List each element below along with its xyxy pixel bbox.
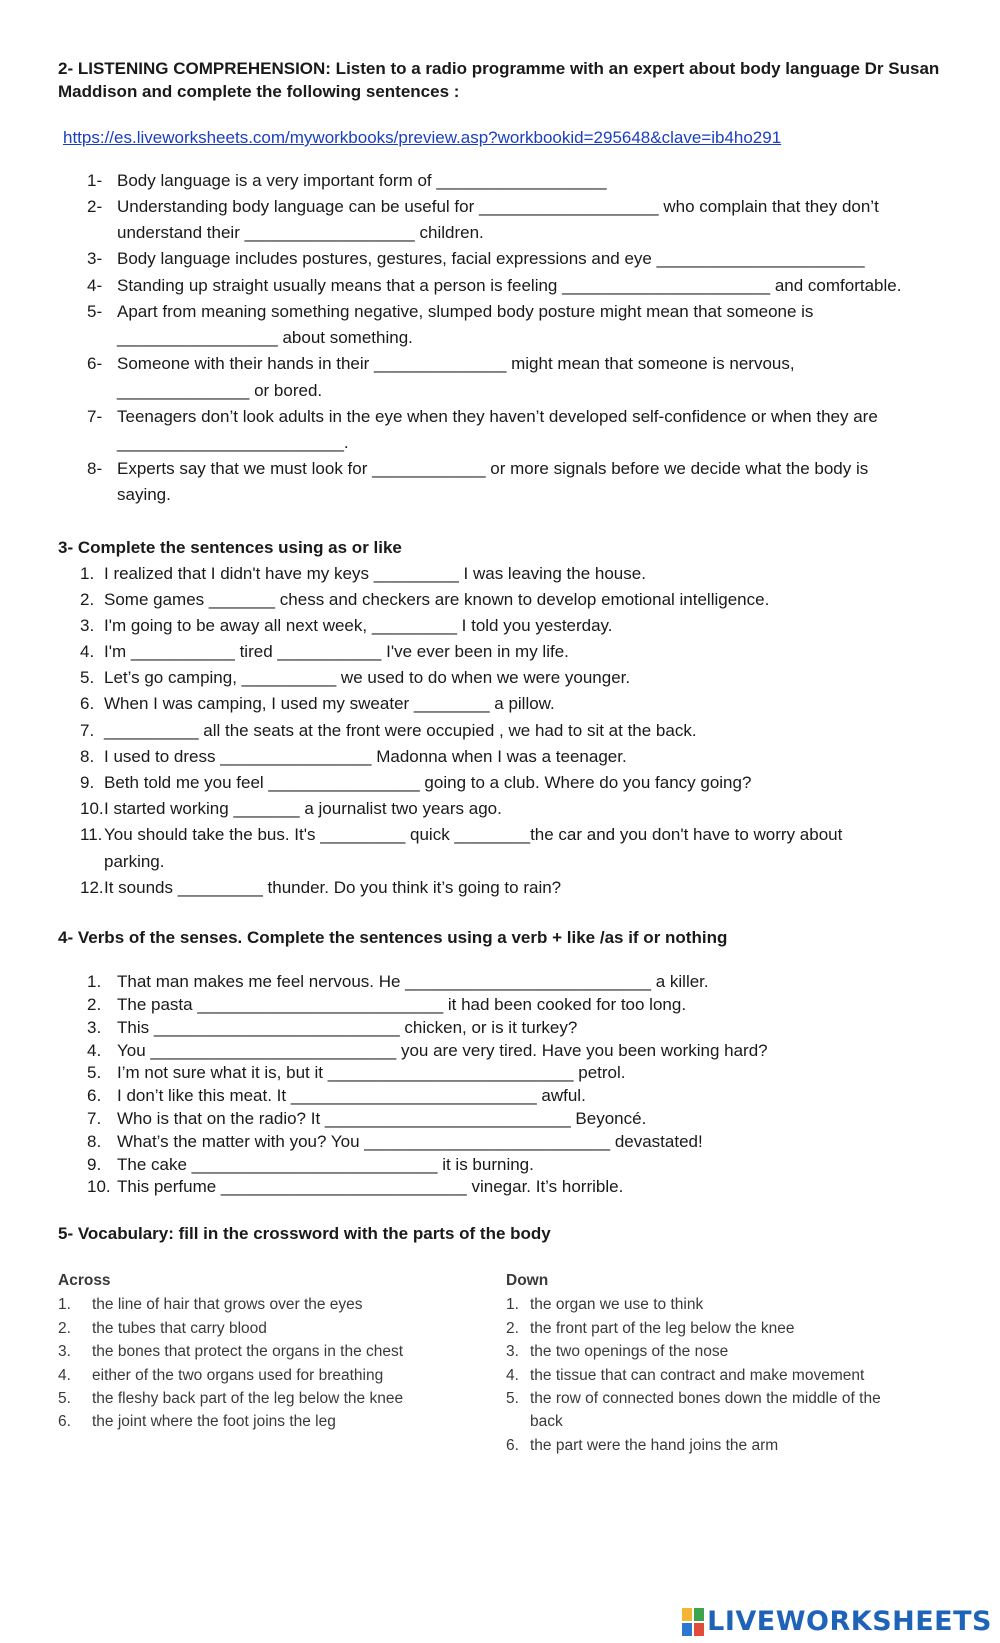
- listening-link[interactable]: https://es.liveworksheets.com/myworkbooks/preview.asp?workbookid=295648&clave=ib4ho291: [63, 128, 782, 147]
- list-item: 6. the joint where the foot joins the leg: [58, 1413, 336, 1430]
- list-item: 4. I'm ___________ tired ___________ I've ever been in my life.: [80, 642, 569, 661]
- list-item: 11. You should take the bus. It's _________ quick ________the car and you don't have to worry about: [80, 825, 843, 844]
- list-item-continuation: understand their __________________ children.: [117, 223, 484, 242]
- across-title: Across: [58, 1272, 111, 1289]
- list-item: 8. I used to dress ________________ Madonna when I was a teenager.: [80, 747, 627, 766]
- list-item: 5. Let’s go camping, __________ we used to do when we were younger.: [80, 668, 631, 687]
- list-item: 9. Beth told me you feel ________________ going to a club. Where do you fancy going?: [80, 773, 752, 792]
- list-item: 5. the row of connected bones down the middle of the: [506, 1390, 881, 1407]
- list-item: 3. This __________________________ chicken, or is it turkey?: [87, 1018, 578, 1037]
- list-item: 1. the line of hair that grows over the eyes: [58, 1296, 363, 1313]
- list-item: 6- Someone with their hands in their ______________ might mean that someone is nervous,: [87, 354, 795, 373]
- list-item: 2- Understanding body language can be useful for ___________________ who complain that they don’t: [87, 197, 879, 216]
- list-item: 9. The cake __________________________ it is burning.: [87, 1155, 534, 1174]
- down-title: Down: [506, 1272, 549, 1289]
- list-item-continuation: ________________________.: [117, 433, 349, 452]
- liveworksheets-logo-icon: [682, 1608, 704, 1636]
- list-item: 5. the fleshy back part of the leg below the knee: [58, 1390, 404, 1407]
- list-item: 4- Standing up straight usually means that a person is feeling ______________________ and comfortable.: [87, 276, 902, 295]
- list-item: 6. the part were the hand joins the arm: [506, 1437, 779, 1454]
- list-item: 8- Experts say that we must look for ____________ or more signals before we decide what the body is: [87, 459, 869, 478]
- list-item: 3. the two openings of the nose: [506, 1343, 729, 1360]
- list-item-continuation: ______________ or bored.: [117, 381, 323, 400]
- list-item: 7- Teenagers don’t look adults in the eye when they haven’t developed self-confidence or when they are: [87, 407, 878, 426]
- list-item: 2. the tubes that carry blood: [58, 1320, 267, 1337]
- list-item: 5. I’m not sure what it is, but it __________________________ petrol.: [87, 1063, 626, 1082]
- section5-heading: 5- Vocabulary: fill in the crossword with the parts of the body: [58, 1224, 551, 1243]
- list-item: 2. the front part of the leg below the knee: [506, 1320, 795, 1337]
- section3-heading: 3- Complete the sentences using as or like: [58, 538, 402, 557]
- list-item: 3- Body language includes postures, gestures, facial expressions and eye ______________________: [87, 249, 865, 268]
- list-item-continuation: saying.: [117, 485, 171, 504]
- section2-heading-line2: Maddison and complete the following sentences :: [58, 82, 460, 101]
- list-item: 12. It sounds _________ thunder. Do you think it’s going to rain?: [80, 878, 562, 897]
- list-item: 2. Some games _______ chess and checkers are known to develop emotional intelligence.: [80, 590, 770, 609]
- liveworksheets-logo: [682, 1606, 992, 1637]
- list-item: 7. Who is that on the radio? It __________________________ Beyoncé.: [87, 1109, 647, 1128]
- section4-heading: 4- Verbs of the senses. Complete the sentences using a verb + like /as if or nothing: [58, 928, 728, 947]
- list-item: 4. either of the two organs used for breathing: [58, 1367, 384, 1384]
- section2-heading-line1: 2- LISTENING COMPREHENSION: Listen to a radio programme with an expert about body language Dr Susan: [58, 59, 940, 78]
- list-item: 1- Body language is a very important form of __________________: [87, 171, 607, 190]
- list-item: 6. I don’t like this meat. It __________________________ awful.: [87, 1086, 586, 1105]
- list-item: 4. You __________________________ you are very tired. Have you been working hard?: [87, 1041, 768, 1060]
- list-item: 8. What’s the matter with you? You __________________________ devastated!: [87, 1132, 703, 1151]
- list-item-continuation: parking.: [104, 852, 165, 871]
- list-item: 7. __________ all the seats at the front were occupied , we had to sit at the back.: [80, 721, 697, 740]
- list-item-continuation: _________________ about something.: [117, 328, 413, 347]
- list-item: 6. When I was camping, I used my sweater ________ a pillow.: [80, 694, 555, 713]
- list-item: 3. the bones that protect the organs in the chest: [58, 1343, 404, 1360]
- list-item: 1. I realized that I didn't have my keys _________ I was leaving the house.: [80, 564, 646, 583]
- list-item: 10. This perfume __________________________ vinegar. It’s horrible.: [87, 1177, 624, 1196]
- list-item: 3. I'm going to be away all next week, _________ I told you yesterday.: [80, 616, 613, 635]
- list-item: 10. I started working _______ a journalist two years ago.: [80, 799, 502, 818]
- list-item: 2. The pasta __________________________ it had been cooked for too long.: [87, 995, 687, 1014]
- list-item: 4. the tissue that can contract and make movement: [506, 1367, 865, 1384]
- list-item: 1. That man makes me feel nervous. He __________________________ a killer.: [87, 972, 709, 991]
- list-item-continuation: back: [530, 1413, 563, 1430]
- logo-text: LIVEWORKSHEETS: [707, 1606, 992, 1637]
- list-item: 1. the organ we use to think: [506, 1296, 704, 1313]
- list-item: 5- Apart from meaning something negative, slumped body posture might mean that someone is: [87, 302, 814, 321]
